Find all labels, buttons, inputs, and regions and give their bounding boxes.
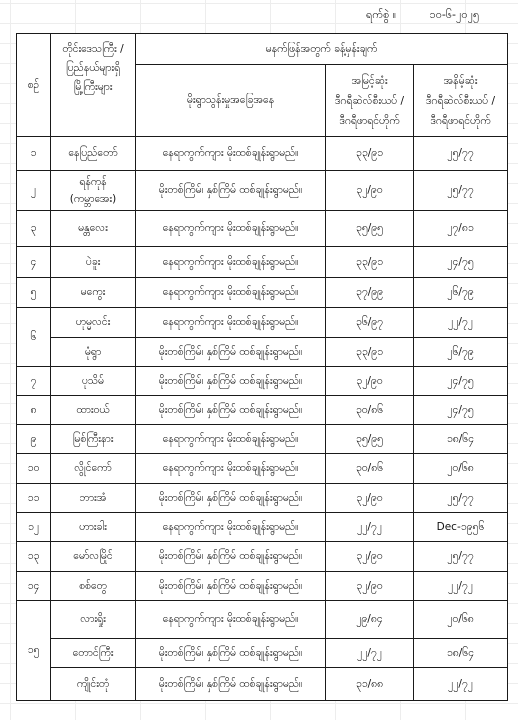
table-row bbox=[17, 542, 508, 572]
rain-condition-cell: နေရာကွက်ကျား မိုးထစ်ချုန်းရွာမည်။ bbox=[136, 601, 326, 639]
rain-condition-cell: နေရာကွက်ကျား မိုးထစ်ချုန်းရွာမည်။ bbox=[136, 454, 326, 484]
rain-condition-cell: မိုးတစ်ကြိမ်၊ နှစ်ကြိမ် ထစ်ချုန်းရွာမည်။ bbox=[136, 484, 326, 513]
city-cell bbox=[51, 454, 136, 484]
min-temp-cell: ၁၈/၆၄ bbox=[414, 639, 508, 668]
serial-cell: ၁၂ bbox=[17, 513, 51, 542]
max-temp-cell: ၃၃/၉၁ bbox=[326, 338, 414, 367]
city-name: နေပြည်တော် bbox=[68, 147, 118, 159]
min-temp-cell: ၂၆/၇၉ bbox=[414, 338, 508, 367]
min-temp-cell: ၂၇/၈၁ bbox=[414, 211, 508, 247]
table-row bbox=[17, 171, 508, 211]
max-temp-cell: ၃၃/၉၁ bbox=[326, 247, 414, 278]
city-header-line: တိုင်းဒေသကြီး / bbox=[62, 43, 124, 55]
rain-condition-cell: မိုးတစ်ကြိမ်၊ နှစ်ကြိမ် ထစ်ချုန်းရွာမည်။ bbox=[136, 171, 326, 211]
forecast-group-header bbox=[136, 34, 508, 65]
table-row bbox=[17, 247, 508, 278]
min-temp-header-line: ဒီဂရီဖာရင်ဟိုက် bbox=[430, 114, 491, 127]
rain-condition-label: မိုးရွာသွန်းမှုအခြေအနေ bbox=[186, 94, 275, 106]
min-temp-cell: ၂၄/၇၅ bbox=[414, 367, 508, 396]
min-temp-header bbox=[414, 65, 508, 137]
city-name: မြစ်ကြီးနား bbox=[72, 432, 114, 445]
min-temp-cell: ၂၄/၇၅ bbox=[414, 396, 508, 425]
city-name: မန္တလေး bbox=[78, 222, 108, 234]
serial-cell: ၁၁ bbox=[17, 484, 51, 513]
date-label: ရက်စွဲ ။ bbox=[366, 8, 397, 21]
city-cell bbox=[51, 425, 136, 454]
rain-condition-cell: နေရာကွက်ကျား မိုးထစ်ချုန်းရွာမည်။ bbox=[136, 278, 326, 308]
table-row bbox=[17, 639, 508, 668]
city-name: ပုသိမ် bbox=[81, 374, 105, 387]
rain-condition-cell: နေရာကွက်ကျား မိုးထစ်ချုန်းရွာမည်။ bbox=[136, 137, 326, 171]
table-row bbox=[17, 137, 508, 171]
max-temp-cell: ၃၂/၉၀ bbox=[326, 171, 414, 211]
rain-condition-cell: မိုးတစ်ကြိမ်၊ နှစ်ကြိမ် ထစ်ချုန်းရွာမည်။ bbox=[136, 367, 326, 396]
city-name: မကွေး bbox=[80, 286, 106, 298]
min-temp-cell: ၂၂/၇၂ bbox=[414, 668, 508, 701]
max-temp-cell: ၂၉/၈၄ bbox=[326, 601, 414, 639]
max-temp-header-line: ဒီဂရီဖာရင်ဟိုက် bbox=[339, 114, 400, 127]
serial-cell: ၂ bbox=[17, 171, 51, 211]
table-header bbox=[17, 34, 508, 137]
rain-condition-cell: မိုးတစ်ကြိမ်၊ နှစ်ကြိမ် ထစ်ချုန်းရွာမည်။ bbox=[136, 639, 326, 668]
min-temp-cell: ၁၈/၆၄ bbox=[414, 425, 508, 454]
rain-condition-cell: နေရာကွက်ကျား မိုးထစ်ချုန်းရွာမည်။ bbox=[136, 211, 326, 247]
rain-condition-cell: မိုးတစ်ကြိမ်၊ နှစ်ကြိမ် ထစ်ချုန်းရွာမည်။ bbox=[136, 668, 326, 701]
city-note: (ကမ္ဘာအေး) bbox=[69, 192, 117, 205]
rain-condition-cell: နေရာကွက်ကျား မိုးထစ်ချုန်းရွာမည်။ bbox=[136, 247, 326, 278]
max-temp-cell: ၃၀/၈၆ bbox=[326, 396, 414, 425]
max-temp-cell: ၃၂/၉၀ bbox=[326, 484, 414, 513]
city-name: လားရှိုး bbox=[80, 613, 106, 625]
city-name: လွိုင်ကော် bbox=[74, 462, 112, 474]
max-temp-cell: ၃၂/၉၀ bbox=[326, 367, 414, 396]
city-name: ရန်ကုန် bbox=[79, 175, 107, 188]
min-temp-cell: ၂၄/၇၅ bbox=[414, 247, 508, 278]
city-name: ဟုမ္မလင်း bbox=[75, 316, 111, 328]
serial-header bbox=[17, 34, 51, 137]
city-cell bbox=[51, 278, 136, 308]
city-cell bbox=[51, 668, 136, 701]
header-row bbox=[17, 34, 508, 65]
max-temp-cell: ၃၁/၈၈ bbox=[326, 668, 414, 701]
min-temp-cell: ၂၅/၇၇ bbox=[414, 542, 508, 572]
rain-condition-header bbox=[136, 65, 326, 137]
table-row bbox=[17, 454, 508, 484]
city-header bbox=[51, 34, 136, 137]
forecast-table bbox=[16, 33, 508, 701]
city-cell bbox=[51, 137, 136, 171]
max-temp-cell: ၃၇/၉၉ bbox=[326, 278, 414, 308]
max-temp-cell: ၃၃/၉၁ bbox=[326, 137, 414, 171]
city-cell bbox=[51, 639, 136, 668]
table-row bbox=[17, 367, 508, 396]
document-date bbox=[366, 5, 506, 25]
min-temp-cell: ၂၅/၇၇ bbox=[414, 171, 508, 211]
date-value: ၁၀-၆-၂၀၂၅ bbox=[429, 8, 480, 21]
city-cell bbox=[51, 396, 136, 425]
city-name: မုံရွာ bbox=[84, 345, 102, 358]
rain-condition-cell: နေရာကွက်ကျား မိုးထစ်ချုန်းရွာမည်။ bbox=[136, 308, 326, 338]
city-cell bbox=[51, 513, 136, 542]
rain-condition-cell: မိုးတစ်ကြိမ်၊ နှစ်ကြိမ် ထစ်ချုန်းရွာမည်။ bbox=[136, 338, 326, 367]
table-row bbox=[17, 425, 508, 454]
city-name: ပဲခူး bbox=[85, 255, 101, 268]
rain-condition-cell: မိုးတစ်ကြိမ်၊ နှစ်ကြိမ် ထစ်ချုန်းရွာမည်။ bbox=[136, 572, 326, 601]
serial-cell: ၃ bbox=[17, 211, 51, 247]
max-temp-header-line: ဒီဂရီဆဲလ်စီးယပ် / bbox=[334, 94, 405, 107]
city-name: ကျိုင်းတုံ bbox=[76, 677, 110, 690]
city-cell bbox=[51, 601, 136, 639]
city-header-line: ပြည်နယ်များရှိ bbox=[65, 62, 121, 74]
max-temp-cell: ၃၅/၉၅ bbox=[326, 425, 414, 454]
city-header-line: မြို့ကြီးများ bbox=[73, 81, 113, 93]
table-row bbox=[17, 211, 508, 247]
min-temp-header-line: အနိမ့်ဆုံး bbox=[443, 74, 478, 87]
min-temp-cell: Dec-၁၉၅၆ bbox=[414, 513, 508, 542]
serial-cell: ၇ bbox=[17, 367, 51, 396]
city-cell bbox=[51, 211, 136, 247]
max-temp-cell: ၃၂/၉၀ bbox=[326, 542, 414, 572]
serial-cell: ၄ bbox=[17, 247, 51, 278]
rain-condition-cell: နေရာကွက်ကျား မိုးထစ်ချုန်းရွာမည်။ bbox=[136, 425, 326, 454]
min-temp-cell: ၂၂/၇၂ bbox=[414, 308, 508, 338]
city-cell bbox=[51, 171, 136, 211]
table-row bbox=[17, 572, 508, 601]
min-temp-cell: ၂၂/၇၂ bbox=[414, 572, 508, 601]
rain-condition-cell: နေရာကွက်ကျား မိုးထစ်ချုန်းရွာမည်။ bbox=[136, 513, 326, 542]
table-row bbox=[17, 396, 508, 425]
min-temp-cell: ၂၅/၇၇ bbox=[414, 484, 508, 513]
max-temp-cell: ၂၂/၇၂ bbox=[326, 513, 414, 542]
min-temp-header-line: ဒီဂရီဆဲလ်စီးယပ် / bbox=[425, 94, 496, 107]
rain-condition-cell: မိုးတစ်ကြိမ်၊ နှစ်ကြိမ် ထစ်ချုန်းရွာမည်။ bbox=[136, 542, 326, 572]
city-cell bbox=[51, 484, 136, 513]
city-name: မော်လမြိုင် bbox=[73, 550, 113, 562]
serial-cell: ၈ bbox=[17, 396, 51, 425]
serial-cell: ၁၃ bbox=[17, 542, 51, 572]
min-temp-cell: ၂၅/၇၇ bbox=[414, 137, 508, 171]
city-name: ဟားခါး bbox=[79, 520, 107, 533]
serial-cell: ၁၅ bbox=[17, 601, 51, 701]
city-cell bbox=[51, 572, 136, 601]
city-name: တောင်ကြီး bbox=[72, 646, 114, 659]
serial-cell: ၆ bbox=[17, 308, 51, 367]
forecast-group-label: မနက်ဖြန်အတွက် ခန့်မှန်းချက် bbox=[265, 42, 378, 55]
table-row bbox=[17, 668, 508, 701]
min-temp-cell: ၂၀/၆၈ bbox=[414, 454, 508, 484]
city-cell bbox=[51, 542, 136, 572]
max-temp-header bbox=[326, 65, 414, 137]
min-temp-cell: ၂၆/၇၉ bbox=[414, 278, 508, 308]
max-temp-cell: ၃၅/၉၅ bbox=[326, 211, 414, 247]
table-row bbox=[17, 513, 508, 542]
rain-condition-cell: မိုးတစ်ကြိမ်၊ နှစ်ကြိမ် ထစ်ချုန်းရွာမည်။ bbox=[136, 396, 326, 425]
serial-cell: ၅ bbox=[17, 278, 51, 308]
max-temp-header-line: အမြင့်ဆုံး bbox=[351, 74, 388, 87]
city-cell bbox=[51, 308, 136, 338]
table-row bbox=[17, 601, 508, 639]
serial-cell: ၉ bbox=[17, 425, 51, 454]
forecast-rows bbox=[17, 137, 508, 701]
table-row bbox=[17, 278, 508, 308]
city-name: ထားဝယ် bbox=[76, 403, 110, 416]
serial-cell: ၁ bbox=[17, 137, 51, 171]
table-row bbox=[17, 338, 508, 367]
city-cell bbox=[51, 247, 136, 278]
min-temp-cell: ၂၀/၆၈ bbox=[414, 601, 508, 639]
max-temp-cell: ၃၆/၉၇ bbox=[326, 308, 414, 338]
serial-cell: ၁၄ bbox=[17, 572, 51, 601]
table-row bbox=[17, 308, 508, 338]
serial-cell: ၁၀ bbox=[17, 454, 51, 484]
table-row bbox=[17, 484, 508, 513]
city-name: စစ်တွေ bbox=[79, 579, 107, 592]
max-temp-cell: ၃၂/၉၀ bbox=[326, 572, 414, 601]
city-name: ဘားအံ bbox=[79, 491, 107, 504]
city-cell bbox=[51, 367, 136, 396]
max-temp-cell: ၃၀/၈၆ bbox=[326, 454, 414, 484]
serial-header-label: စဉ် bbox=[27, 78, 40, 91]
city-cell bbox=[51, 338, 136, 367]
max-temp-cell: ၂၂/၇၂ bbox=[326, 639, 414, 668]
